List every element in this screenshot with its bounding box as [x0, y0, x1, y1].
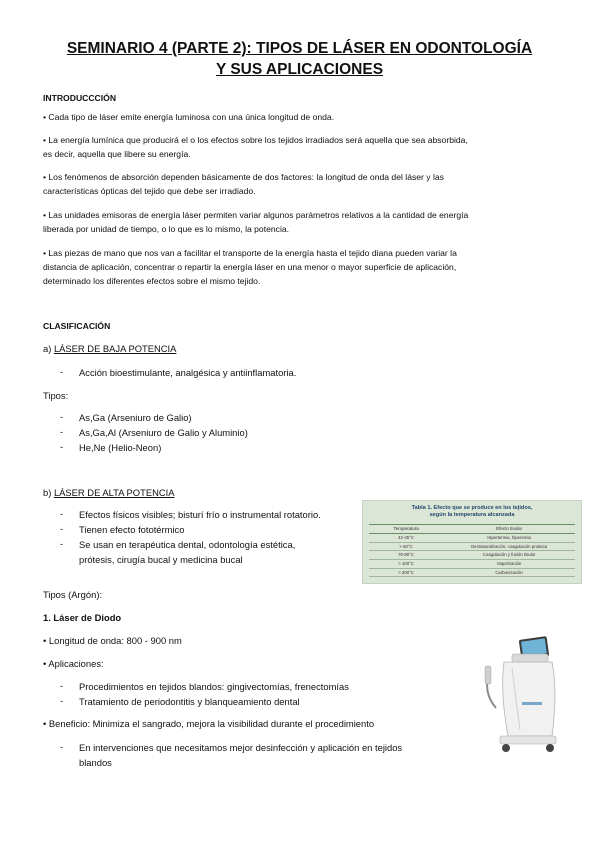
list-item: Efectos físicos visibles; bisturí frío o instrumental rotatorio.: [79, 509, 321, 520]
dash-marker: -: [60, 411, 64, 422]
list-item: Se usan en terapéutica dental, odontología estética,: [79, 539, 296, 550]
dash-marker: -: [60, 523, 64, 534]
title-line-1: SEMINARIO 4 (PARTE 2): TIPOS DE LÁSER EN ODONTOLOGÍA: [66, 40, 533, 57]
intro-line: • Las piezas de mano que nos van a facilitar el transporte de la energía hasta el tejido diana pueden variar la: [43, 248, 457, 258]
list-item: As,Ga,Al (Arseniuro de Galio y Aluminio): [79, 427, 248, 438]
table-row: [369, 543, 575, 552]
table-cell: Carbonización: [495, 569, 523, 575]
list-item: Tratamiento de periodontitis y blanqueamiento dental: [79, 696, 300, 707]
list-item: Procedimientos en tejidos blandos: gingivectomías, frenectomías: [79, 681, 349, 692]
tipos-argon-label: Tipos (Argón):: [43, 589, 103, 600]
list-item: Acción bioestimulante, analgésica y antiinflamatoria.: [79, 367, 297, 378]
diodo-heading: 1. Láser de Diodo: [43, 612, 122, 623]
title-line-2: Y SUS APLICACIONES: [215, 61, 384, 78]
list-item: Tienen efecto fototérmico: [79, 524, 185, 535]
intro-line: liberada por unidad de tiempo, o lo que es lo mismo, la potencia.: [43, 224, 290, 234]
table-cell: 70-90°C: [398, 552, 414, 558]
table-header-temperature: Temperatura: [393, 526, 419, 531]
intro-line: características ópticas del tejido que debe ser irradiado.: [43, 186, 256, 196]
dash-marker: -: [60, 680, 64, 691]
beneficio-line: • Beneficio: Minimiza el sangrado, mejora la visibilidad durante el procedimiento: [43, 718, 375, 729]
section-a-prefix: a): [43, 343, 54, 354]
table-cell: Hipertermia, hiperemia: [487, 535, 531, 540]
section-a-title: LÁSER DE BAJA POTENCIA: [53, 343, 177, 354]
table-caption-line-1: Tabla 1. Efecto que se produce en los tejidos,: [411, 505, 533, 511]
table-header-effect: Efecto tisular: [496, 526, 523, 531]
intro-line: determinado los diferentes efectos sobre el mismo tejido.: [43, 276, 261, 286]
table-header-row: [369, 524, 575, 534]
dash-marker: -: [60, 695, 64, 706]
dash-marker: -: [60, 366, 64, 377]
dash-marker: -: [60, 441, 64, 452]
table-row: [369, 534, 575, 543]
tipos-label: Tipos:: [43, 390, 69, 401]
table-cell: Desnaturalización, coagulación proteica: [471, 543, 548, 549]
intro-line: • La energía lumínica que producirá el o los efectos sobre los tejidos irradiados será aquella que sea absorbida,: [43, 135, 468, 145]
table-row: [369, 560, 575, 569]
intro-line: distancia de aplicación, concentrar o repartir la energía láser en una menor o mayor superficie de aplicación,: [43, 262, 457, 272]
table-cell: > 200°C: [398, 569, 414, 575]
table-cell: > 60°C: [399, 543, 413, 549]
table-caption: [363, 501, 581, 519]
list-item-continuation: prótesis, cirugía bucal y medicina bucal: [79, 554, 243, 565]
table-cell: Vaporización: [496, 561, 522, 567]
intro-line: • Los fenómenos de absorción dependen básicamente de dos factores: la longitud de onda del láser y las: [43, 172, 444, 182]
laser-device-illustration: [460, 632, 570, 757]
table-caption-line-2: según la temperatura alcanzada: [429, 512, 515, 518]
list-item: En intervenciones que necesitamos mejor desinfección y aplicación en tejidos: [79, 742, 403, 753]
wavelength-line: • Longitud de onda: 800 - 900 nm: [43, 635, 182, 646]
dash-marker: -: [60, 741, 64, 752]
table-cell: Coagulación y fusión tisular: [482, 552, 536, 558]
temperature-effects-table: [362, 500, 582, 584]
intro-line: • Cada tipo de láser emite energía luminosa con una única longitud de onda.: [43, 112, 335, 122]
intro-heading: INTRODUCCCIÓN: [43, 93, 117, 103]
table-row: [369, 551, 575, 560]
page-title: [0, 38, 599, 80]
table-cell: 42-45°C: [398, 535, 414, 540]
table-cell: > 100°C: [398, 561, 414, 567]
aplicaciones-label: • Aplicaciones:: [43, 658, 104, 669]
intro-line: es decir, aquella que libere su energía.: [43, 149, 191, 159]
section-b-heading: [43, 485, 174, 500]
section-b-title: LÁSER DE ALTA POTENCIA: [53, 487, 175, 498]
dash-marker: -: [60, 426, 64, 437]
list-item: As,Ga (Arseniuro de Galio): [79, 412, 192, 423]
dash-marker: -: [60, 508, 64, 519]
section-a-heading: [43, 341, 176, 356]
classification-heading: CLASIFICACIÓN: [43, 321, 111, 331]
section-b-prefix: b): [43, 487, 54, 498]
dash-marker: -: [60, 538, 64, 549]
table-row: [369, 569, 575, 578]
list-item: He,Ne (Helio-Neon): [79, 442, 162, 453]
list-item-continuation: blandos: [79, 757, 112, 768]
laser-device-image: [460, 632, 570, 757]
intro-line: • Las unidades emisoras de energía láser permiten variar algunos parámetros relativos a la cantidad de energía: [43, 210, 469, 220]
